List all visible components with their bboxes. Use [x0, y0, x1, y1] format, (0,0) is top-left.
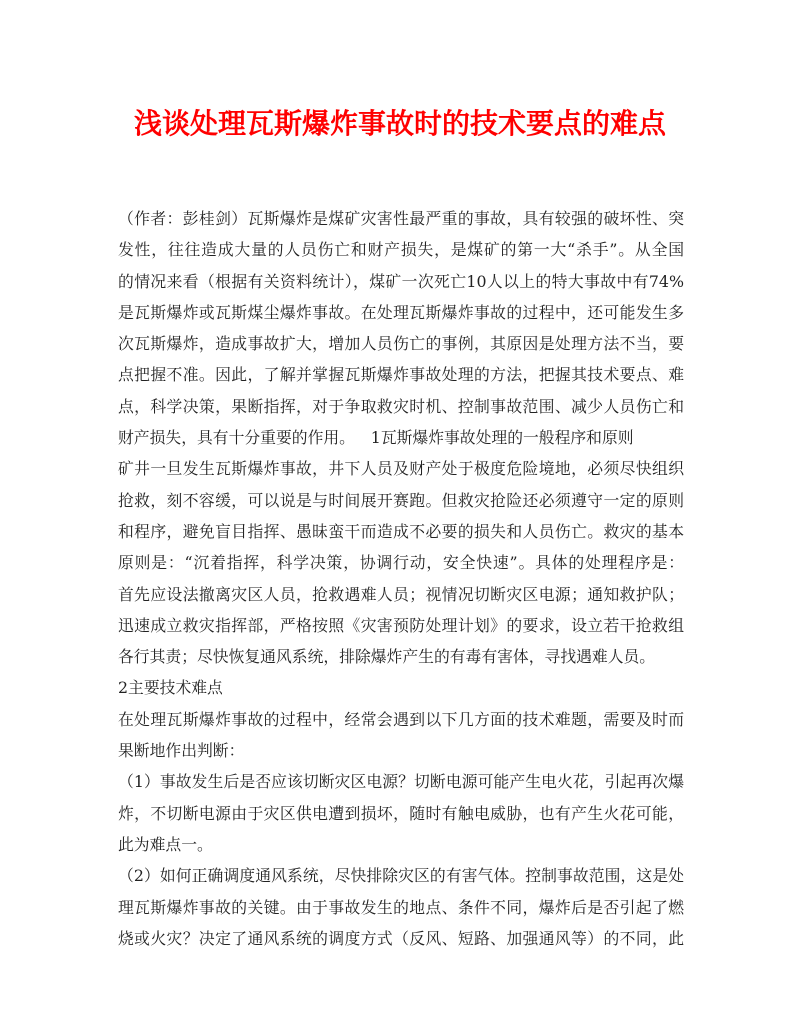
body-line-8 — [118, 422, 684, 453]
body-line-12: 原则是：“沉着指挥，科学决策，协调行动，安全快速”。具体的处理程序是： — [118, 553, 684, 573]
body-line-13: 首先应设法撤离灾区人员，抢救遇难人员；视情况切断灾区电源；通知救护队； — [118, 584, 684, 604]
body-line-11: 和程序，避免盲目指挥、愚昧蛮干而造成不必要的损失和人员伤亡。救灾的基本 — [118, 521, 684, 541]
body-line-24: 烧或火灾？决定了通风系统的调度方式（反风、短路、加强通风等）的不同，此 — [118, 928, 684, 948]
body-line-19: （1）事故发生后是否应该切断灾区电源？切断电源可能产生电火花，引起再次爆 — [118, 772, 684, 792]
body-line-8-text: 财产损失，具有十分重要的作用。 — [118, 428, 355, 448]
section-heading-2: 2主要技术难点 — [118, 678, 223, 698]
body-line-17: 在处理瓦斯爆炸事故的过程中，经常会遇到以下几方面的技术难题，需要及时而 — [118, 709, 684, 729]
body-line-1: （作者：彭桂剑）瓦斯爆炸是煤矿灾害性最严重的事故，具有较强的破坏性、突 — [118, 209, 684, 228]
body-line-7: 点，科学决策，果断指挥，对于争取救灾时机、控制事故范围、减少人员伤亡和 — [118, 396, 684, 416]
body-line-5: 次瓦斯爆炸，造成事故扩大，增加人员伤亡的事例，其原因是处理方法不当，要 — [118, 334, 684, 354]
body-line-10: 抢救，刻不容缓，可以说是与时间展开赛跑。但救灾抢险还必须遵守一定的原则 — [118, 490, 684, 510]
body-line-14: 迅速成立救灾指挥部，严格按照《灾害预防处理计划》的要求，设立若干抢救组 — [118, 615, 684, 635]
body-line-21: 此为难点一。 — [118, 834, 213, 854]
body-line-18: 果断地作出判断： — [118, 741, 245, 761]
body-line-2: 发性，往往造成大量的人员伤亡和财产损失，是煤矿的第一大“杀手”。从全国 — [118, 240, 684, 260]
body-line-15: 各行其责；尽快恢复通风系统，排除爆炸产生的有毒有害体，寻找遇难人员。 — [118, 647, 656, 667]
body-line-22: （2）如何正确调度通风系统，尽快排除灾区的有害气体。控制事故范围，这是处 — [118, 866, 684, 886]
body-line-9: 矿井一旦发生瓦斯爆炸事故，井下人员及财产处于极度危险境地，必须尽快组织 — [118, 459, 684, 479]
document-body — [118, 203, 684, 954]
body-line-3: 的情况来看（根据有关资料统计），煤矿一次死亡10人以上的特大事故中有74% — [118, 271, 684, 291]
body-line-6: 点把握不准。因此，了解并掌握瓦斯爆炸事故处理的方法，把握其技术要点、难 — [118, 365, 684, 385]
section-heading-1: 1瓦斯爆炸事故处理的一般程序和原则 — [370, 428, 634, 448]
document-title: 浅谈处理瓦斯爆炸事故时的技术要点的难点 — [133, 107, 666, 140]
body-line-20: 炸，不切断电源由于灾区供电遭到损坏，随时有触电威胁，也有产生火花可能， — [118, 803, 684, 823]
body-line-4: 是瓦斯爆炸或瓦斯煤尘爆炸事故。在处理瓦斯爆炸事故的过程中，还可能发生多 — [118, 302, 684, 322]
body-line-23: 理瓦斯爆炸事故的关键。由于事故发生的地点、条件不同，爆炸后是否引起了燃 — [118, 897, 684, 917]
